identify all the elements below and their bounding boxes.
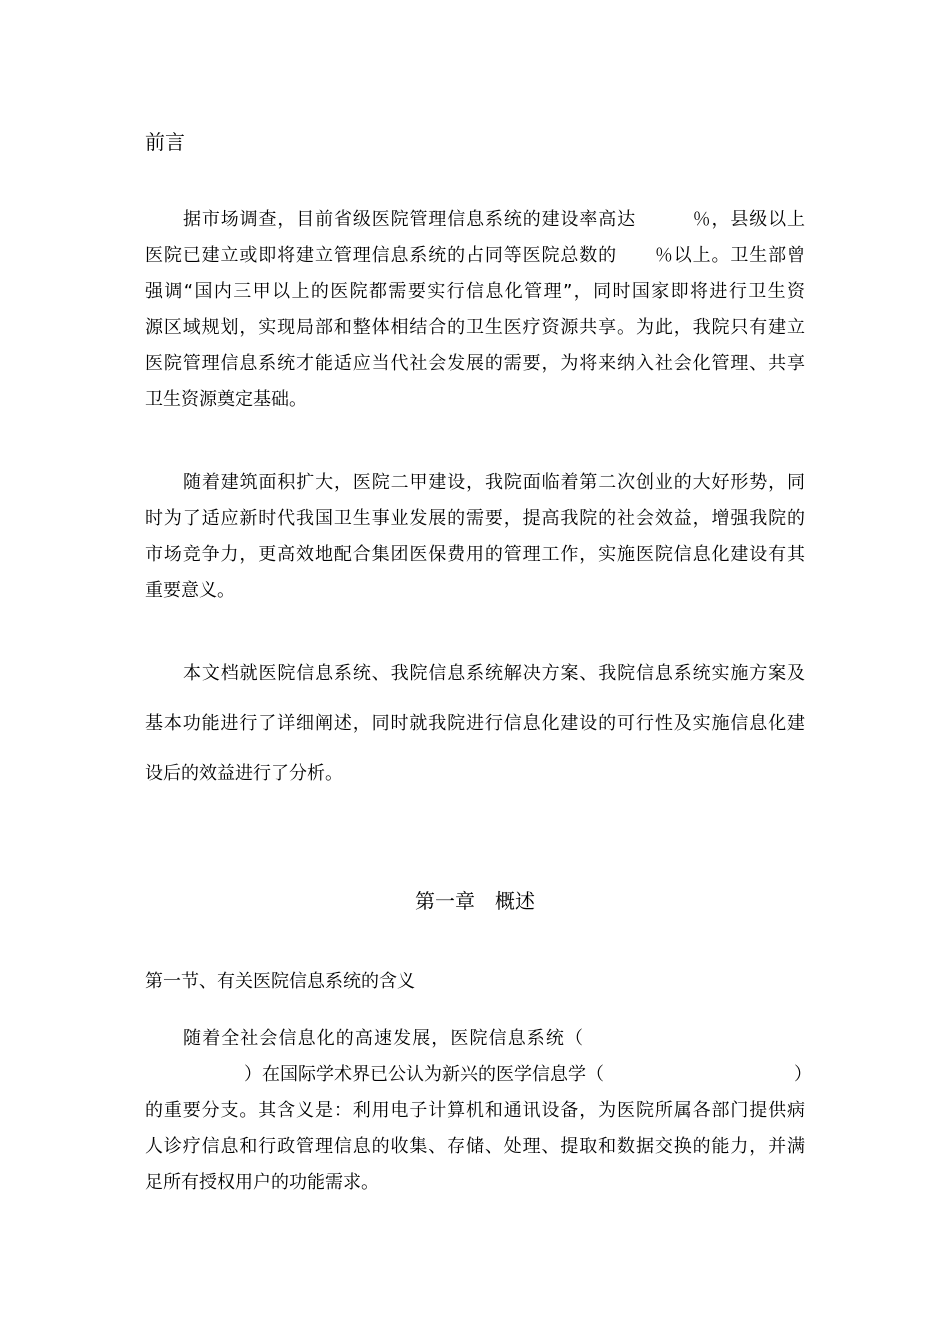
preface-p2-line-1: 随着建筑面积扩大，医院二甲建设，我院面临着第二次创业的大好形势，同: [183, 472, 805, 493]
chapter-p1-line-5: 足所有授权用户的功能需求。: [145, 1172, 379, 1193]
preface-p1-line-1: 据市场调查，目前省级医院管理信息系统的建设率高达 ％，县级以上: [183, 209, 805, 230]
preface-heading: 前言: [145, 130, 185, 154]
preface-p1-line-2: 医院已建立或即将建立管理信息系统的占同等医院总数的 ％以上。卫生部曾: [145, 245, 805, 266]
preface-p2-line-3: 市场竞争力，更高效地配合集团医保费用的管理工作，实施医院信息化建设有其: [145, 544, 805, 565]
preface-p1-line-4: 源区域规划，实现局部和整体相结合的卫生医疗资源共享。为此，我院只有建立: [145, 317, 805, 338]
chapter-p1-line-2-closing-paren: ）: [794, 1064, 812, 1085]
chapter-p1-line-3: 的重要分支。其含义是：利用电子计算机和通讯设备，为医院所属各部门提供病: [145, 1100, 805, 1121]
preface-p1-line-5: 医院管理信息系统才能适应当代社会发展的需要，为将来纳入社会化管理、共享: [145, 353, 805, 374]
preface-p1-line-6: 卫生资源奠定基础。: [145, 389, 307, 410]
preface-p1-line-3: 强调“国内三甲以上的医院都需要实行信息化管理”，同时国家即将进行卫生资: [145, 281, 805, 302]
chapter-p1-line-1: 随着全社会信息化的高速发展，医院信息系统（: [183, 1028, 585, 1049]
preface-p2-line-4: 重要意义。: [145, 580, 235, 601]
preface-p3-line-1: 本文档就医院信息系统、我院信息系统解决方案、我院信息系统实施方案及: [183, 663, 805, 684]
section-title: 第一节、有关医院信息系统的含义: [145, 971, 415, 992]
preface-p3-line-3: 设后的效益进行了分析。: [145, 763, 343, 784]
chapter-p1-line-4: 人诊疗信息和行政管理信息的收集、存储、处理、提取和数据交换的能力，并满: [145, 1136, 805, 1157]
chapter-title: 第一章 概述: [415, 889, 535, 913]
chapter-p1-line-2: ）在国际学术界已公认为新兴的医学信息学（: [244, 1064, 604, 1085]
preface-p2-line-2: 时为了适应新时代我国卫生事业发展的需要，提高我院的社会效益，增强我院的: [145, 508, 805, 529]
preface-p3-line-2: 基本功能进行了详细阐述，同时就我院进行信息化建设的可行性及实施信息化建: [145, 713, 805, 734]
